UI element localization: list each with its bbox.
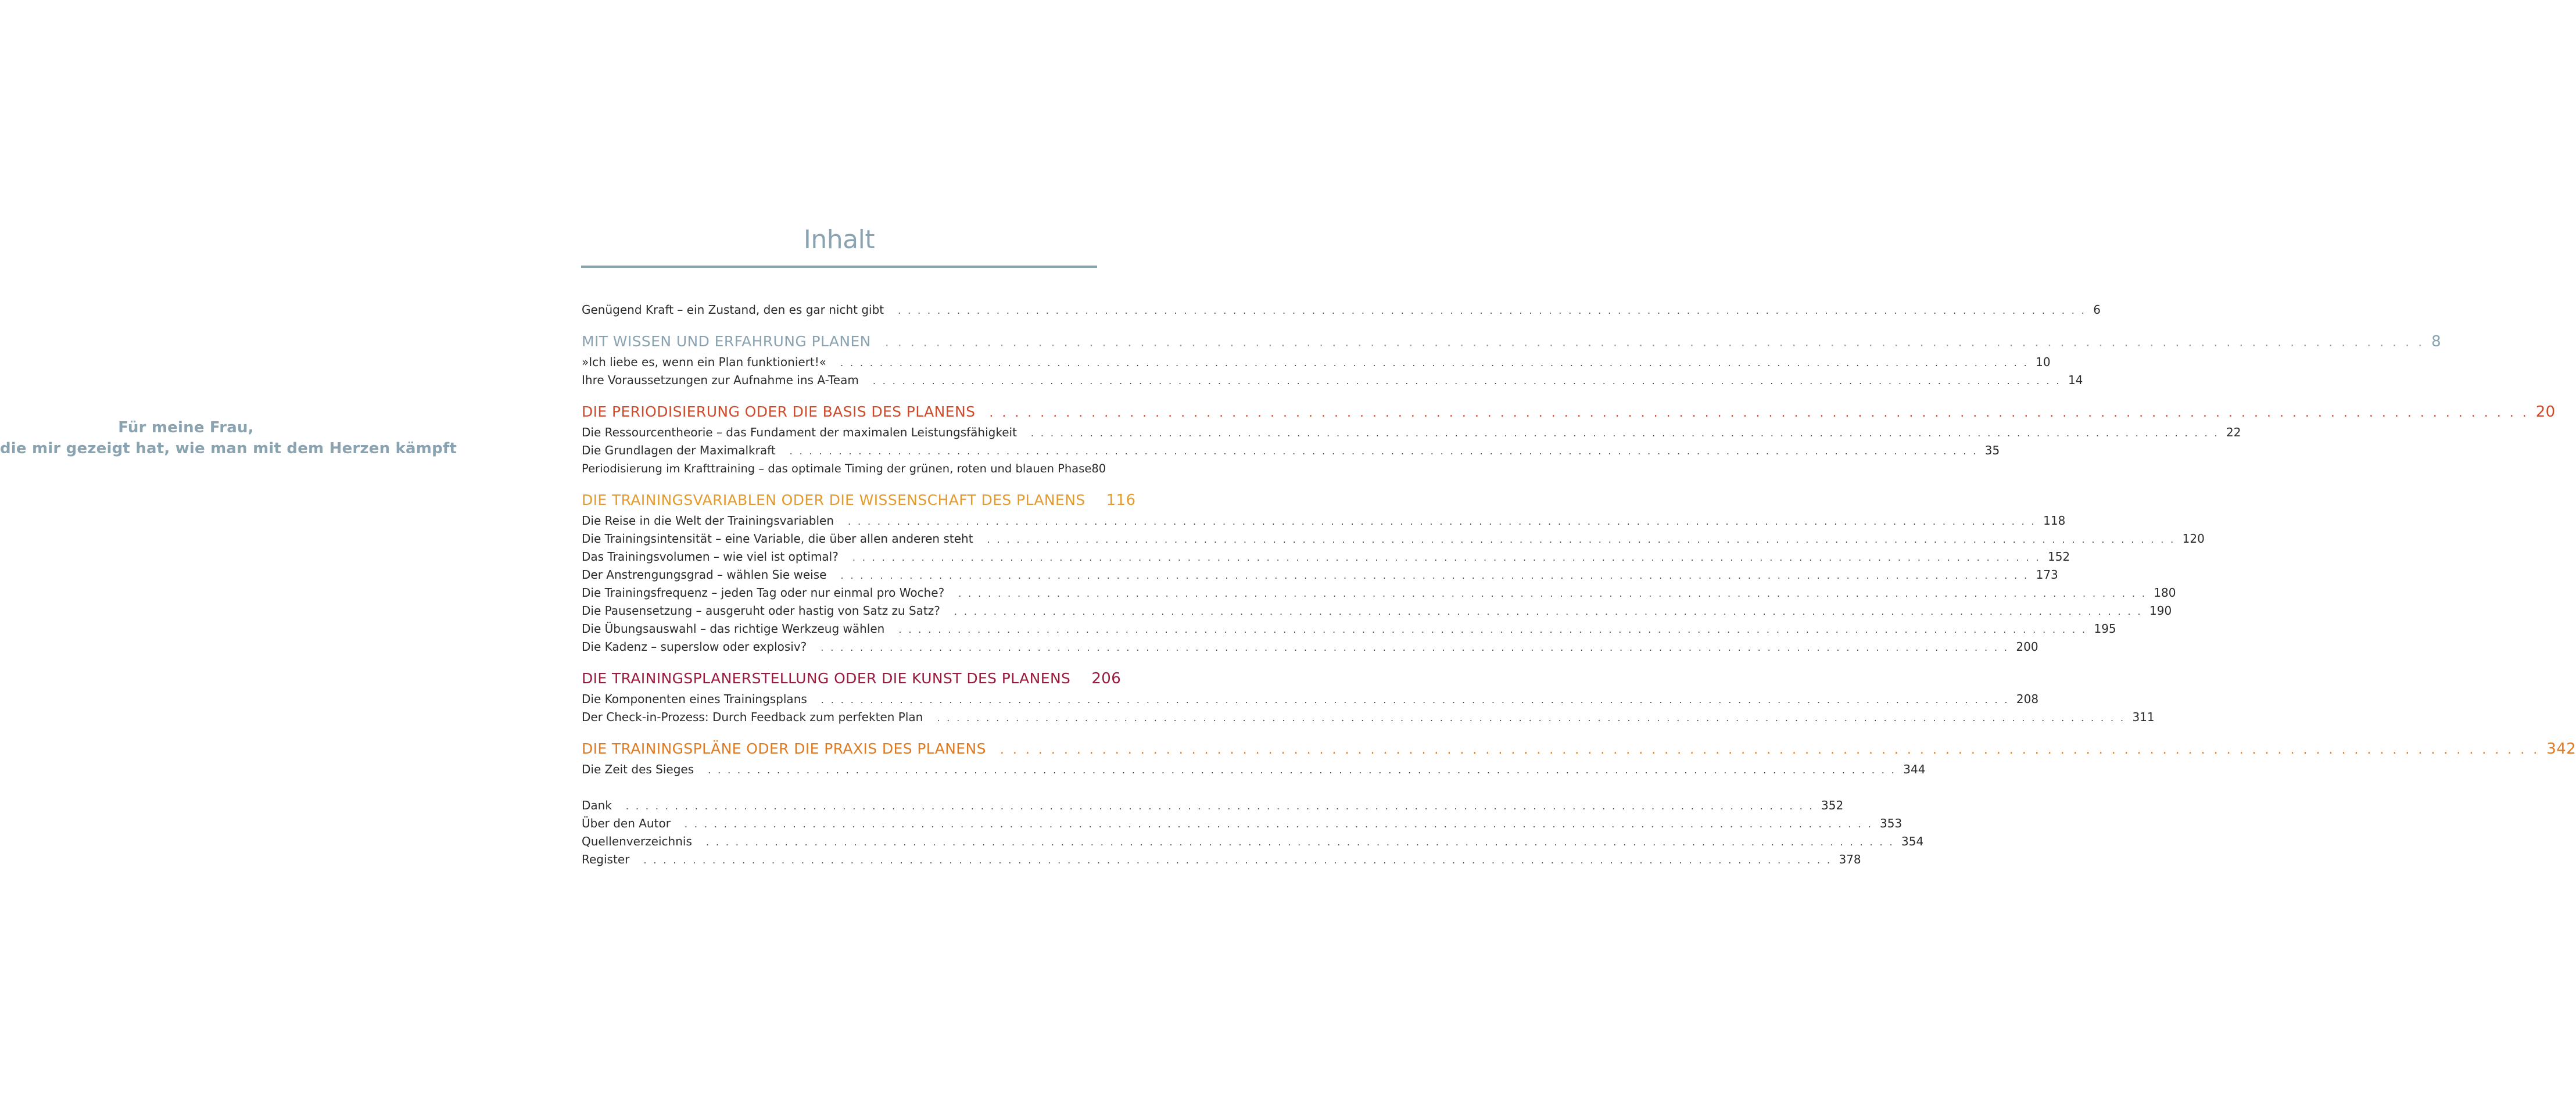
toc-entry-label: Periodisierung im Krafttraining – das optimale Timing der grünen, roten und blauen Phase [582,462,1092,475]
toc-leader-dots [873,372,2061,390]
toc-leader-dots [987,530,2176,548]
toc-section-label: DIE PERIODISIERUNG ODER DIE BASIS DES PLANENS [582,403,976,420]
toc-leader-dots [885,332,2424,353]
toc-entry-page: 200 [2016,640,2038,654]
toc-leader-dots [958,585,2147,603]
toc-entry[interactable] [582,548,2070,567]
toc-section-page: 206 [1091,670,1122,687]
toc-entry[interactable] [582,442,2000,460]
toc-entry-label: Genügend Kraft – ein Zustand, den es gar nicht gibt [582,303,884,317]
toc-entry[interactable] [582,530,2205,548]
toc-section-page: 342 [2546,740,2576,758]
toc-back-entry[interactable] [582,815,1903,833]
toc-section-label: DIE TRAININGSPLANERSTELLUNG ODER DIE KUNST DES PLANENS [582,670,1071,687]
toc-leader-dots [643,851,1832,869]
toc-entry-label: Die Trainingsintensität – eine Variable, die über allen anderen steht [582,532,973,546]
toc-entry-label: Quellenverzeichnis [582,834,692,848]
toc-entry[interactable] [582,638,2038,657]
toc-entry-label: Die Komponenten eines Trainingsplans [582,692,807,706]
toc-section-label: DIE TRAININGSPLÄNE ODER DIE PRAXIS DES PLANENS [582,740,986,757]
toc-leader-dots [989,403,2528,424]
toc-back-entry[interactable] [582,797,1844,815]
toc-leader-dots [937,709,2125,727]
toc-section-label: DIE TRAININGSVARIABLEN ODER DIE WISSENSCHAFT DES PLANENS [582,492,1085,508]
toc-entry-page: 173 [2036,568,2058,582]
toc-entry-page: 195 [2094,622,2116,636]
toc-entry-label: Die Grundlagen der Maximalkraft [582,443,776,457]
toc-entry-intro[interactable] [582,301,2101,320]
toc-entry-label: Der Anstrengungsgrad – wählen Sie weise [582,568,827,582]
toc-entry-label: Ihre Voraussetzungen zur Aufnahme ins A-Team [582,373,859,387]
toc-leader-dots [898,621,2087,639]
toc-leader-dots [685,815,1873,833]
toc-leader-dots [852,548,2041,567]
toc-entry-page: 22 [2226,425,2241,439]
toc-entry-page: 14 [2068,373,2083,387]
toc-title: Inhalt [803,225,875,254]
toc-leader-dots [840,567,2029,585]
toc-entry-page: 35 [1984,443,2000,457]
toc-entry-page: 352 [1821,798,1844,812]
toc-entry[interactable] [582,584,2176,603]
toc-entry-label: Dank [582,798,612,812]
toc-entry-label: Die Zeit des Sieges [582,762,694,776]
toc-section-label: MIT WISSEN UND ERFAHRUNG PLANEN [582,333,871,350]
toc-entry[interactable] [582,566,2058,585]
toc-entry[interactable] [582,424,2241,442]
toc-leader-dots [790,442,1978,460]
toc-entry[interactable] [582,460,1106,478]
toc-entry[interactable] [582,690,2039,709]
toc-leader-dots [898,302,2086,320]
toc-leader-dots [954,603,2143,621]
toc-entry-label: Die Kadenz – superslow oder explosiv? [582,640,807,654]
toc-entry-page: 190 [2149,604,2172,618]
dedication-line-1: Für meine Frau, [118,419,254,436]
dedication-line-2: die mir gezeigt hat, wie man mit dem Herzen kämpft [0,440,457,457]
toc-leader-dots [1000,740,2539,761]
toc-entry-page: 120 [2182,532,2205,546]
toc-entry-label: Die Reise in die Welt der Trainingsvariablen [582,514,834,528]
toc-entry-page: 80 [1091,462,1106,475]
toc-section-3[interactable] [582,490,1136,512]
dedication [0,417,457,459]
toc-leader-dots [708,761,1896,779]
toc-entry-page: 152 [2047,550,2070,564]
toc-leader-dots [821,691,2009,709]
toc-section-page: 20 [2535,403,2556,421]
toc-back-entry[interactable] [582,851,1861,869]
toc-entry-page: 118 [2043,514,2066,528]
toc-section-1[interactable] [582,331,2442,353]
toc-leader-dots [821,639,2009,657]
toc-entry-label: Die Ressourcentheorie – das Fundament der maximalen Leistungsfähigkeit [582,425,1017,439]
toc-entry-label: Der Check-in-Prozess: Durch Feedback zum perfekten Plan [582,710,923,724]
toc-entry-page: 344 [1903,762,1926,776]
toc-entry-label: Das Trainingsvolumen – wie viel ist optimal? [582,550,839,564]
toc-entry[interactable] [582,371,2083,390]
toc-leader-dots [848,512,2036,530]
toc-entry-label: »Ich liebe es, wenn ein Plan funktioniert!« [582,355,827,369]
toc-entry-page: 180 [2154,586,2176,600]
toc-entry-label: Die Übungsauswahl – das richtige Werkzeug wählen [582,622,885,636]
toc-entry-label: Die Pausensetzung – ausgeruht oder hastig von Satz zu Satz? [582,604,940,618]
toc-entry-label: Über den Autor [582,816,671,830]
toc-entry[interactable] [582,620,2116,639]
toc-entry[interactable] [582,708,2155,727]
toc-entry-page: 378 [1839,852,1861,866]
toc-section-5[interactable] [582,738,2576,761]
toc-entry[interactable] [582,602,2172,621]
toc-entry-page: 10 [2036,355,2051,369]
toc-entry-label: Register [582,852,630,866]
toc-leader-dots [626,797,1814,815]
toc-leader-dots [1031,424,2219,442]
toc-entry[interactable] [582,761,1926,779]
toc-entry[interactable] [582,512,2066,530]
toc-entry-label: Die Trainingsfrequenz – jeden Tag oder nur einmal pro Woche? [582,586,945,600]
toc-section-page: 8 [2431,333,2442,350]
toc-entry-page: 354 [1901,834,1924,848]
toc-back-entry[interactable] [582,833,1924,851]
toc-entry-page: 6 [2093,303,2101,317]
toc-entry-page: 353 [1880,816,1903,830]
toc-leader-dots [840,354,2029,372]
toc-section-2[interactable] [582,401,2556,424]
toc-entry-page: 208 [2016,692,2039,706]
toc-title-rule [581,266,1097,268]
toc-leader-dots [706,833,1894,851]
toc-section-page: 116 [1106,492,1136,509]
toc-entry[interactable] [582,353,2051,372]
toc-section-4[interactable] [582,668,1122,690]
toc-entry-page: 311 [2132,710,2155,724]
